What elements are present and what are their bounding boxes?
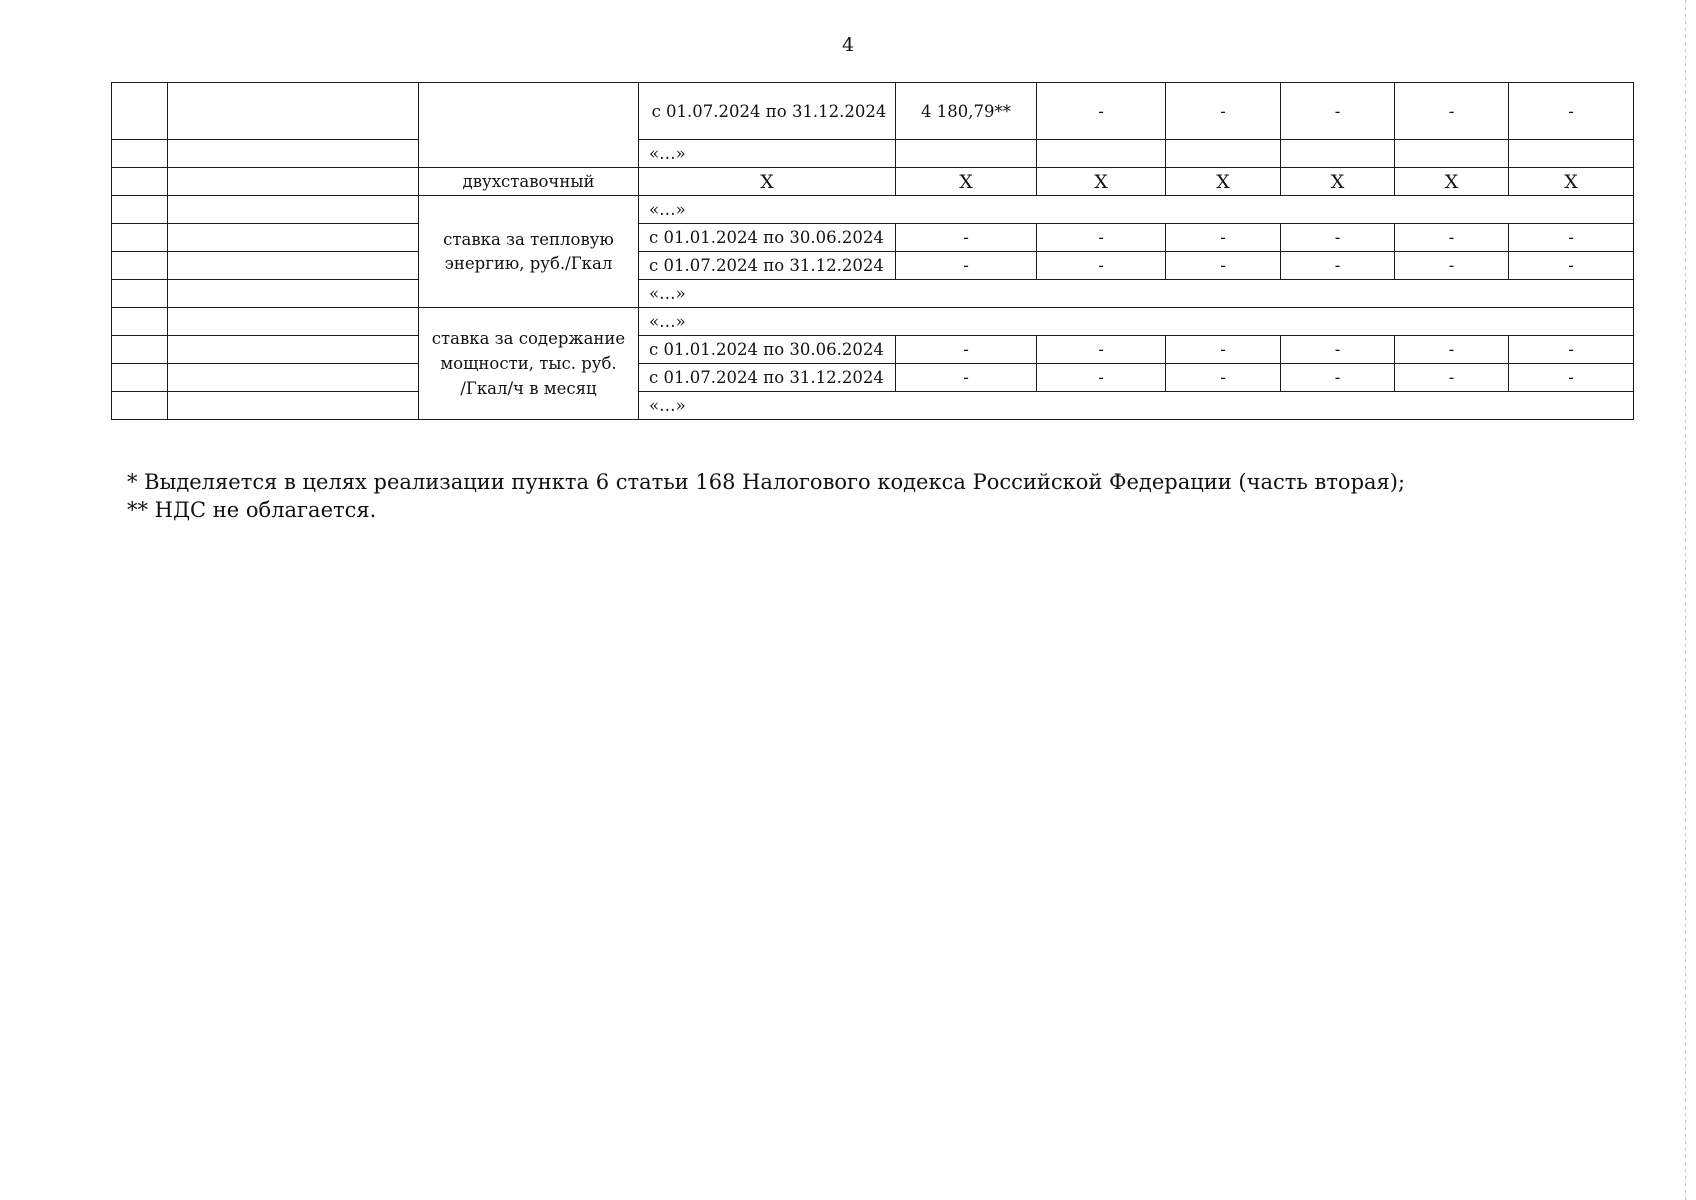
tariff-type-cell: [419, 83, 639, 168]
dash-cell: -: [1166, 336, 1281, 364]
row-number-cell: [112, 168, 168, 196]
org-name-cell: [168, 168, 419, 196]
empty-cell: [1509, 140, 1634, 168]
ellipsis-cell: «…»: [639, 308, 1634, 336]
table-row: [112, 168, 1634, 196]
dash-cell: -: [1037, 224, 1166, 252]
dash-cell: -: [896, 252, 1037, 280]
footnote-vat-allocated: * Выделяется в целях реализации пункта 6 статьи 168 Налогового кодекса Российской Федерации (часть вторая);: [127, 470, 1406, 494]
row-number-cell: [112, 83, 168, 140]
footnotes: [127, 468, 1405, 524]
ellipsis-cell: «…»: [639, 196, 1634, 224]
dash-cell: -: [896, 224, 1037, 252]
dash-cell: -: [1395, 364, 1509, 392]
row-number-cell: [112, 224, 168, 252]
row-number-cell: [112, 196, 168, 224]
row-number-cell: [112, 252, 168, 280]
row-number-cell: [112, 308, 168, 336]
table-row: [112, 280, 1634, 308]
dash-cell: -: [1509, 364, 1634, 392]
ellipsis-cell: «…»: [639, 392, 1634, 420]
scan-edge-line: [1685, 0, 1686, 1200]
dash-cell: -: [1509, 83, 1634, 140]
row-number-cell: [112, 336, 168, 364]
x-mark-cell: X: [896, 168, 1037, 196]
tariff-two-part-label: двухставочный: [419, 168, 639, 196]
table-row: [112, 308, 1634, 336]
x-mark-cell: X: [1509, 168, 1634, 196]
table-row: [112, 83, 1634, 140]
org-name-cell: [168, 224, 419, 252]
tariff-table: [111, 82, 1634, 420]
capacity-rate-line: /Гкал/ч в месяц: [460, 379, 597, 398]
row-number-cell: [112, 392, 168, 420]
org-name-cell: [168, 364, 419, 392]
x-mark-cell: X: [1395, 168, 1509, 196]
row-number-cell: [112, 140, 168, 168]
empty-cell: [896, 140, 1037, 168]
ellipsis-cell: «…»: [639, 140, 896, 168]
org-name-cell: [168, 140, 419, 168]
table-row: [112, 364, 1634, 392]
table-row: [112, 252, 1634, 280]
x-mark-cell: X: [1281, 168, 1395, 196]
dash-cell: -: [1037, 364, 1166, 392]
dash-cell: -: [1166, 83, 1281, 140]
dash-cell: -: [1509, 252, 1634, 280]
org-name-cell: [168, 196, 419, 224]
empty-cell: [1166, 140, 1281, 168]
dash-cell: -: [1037, 83, 1166, 140]
org-name-cell: [168, 392, 419, 420]
period-cell: с 01.07.2024 по 31.12.2024: [639, 83, 896, 140]
dash-cell: -: [1281, 252, 1395, 280]
dash-cell: -: [1281, 83, 1395, 140]
row-number-cell: [112, 364, 168, 392]
x-mark-cell: X: [639, 168, 896, 196]
table-row: [112, 392, 1634, 420]
capacity-rate-label: [419, 308, 639, 420]
x-mark-cell: X: [1166, 168, 1281, 196]
org-name-cell: [168, 280, 419, 308]
value-cell: 4 180,79**: [896, 83, 1037, 140]
table-row: [112, 140, 1634, 168]
org-name-cell: [168, 308, 419, 336]
dash-cell: -: [1166, 252, 1281, 280]
dash-cell: -: [896, 364, 1037, 392]
dash-cell: -: [1281, 364, 1395, 392]
period-cell: с 01.07.2024 по 31.12.2024: [639, 364, 896, 392]
ellipsis-cell: «…»: [639, 280, 1634, 308]
dash-cell: -: [1281, 336, 1395, 364]
dash-cell: -: [1395, 252, 1509, 280]
period-cell: с 01.07.2024 по 31.12.2024: [639, 252, 896, 280]
dash-cell: -: [1395, 224, 1509, 252]
org-name-cell: [168, 252, 419, 280]
dash-cell: -: [1037, 336, 1166, 364]
footnote-vat-exempt: ** НДС не облагается.: [127, 498, 377, 522]
period-cell: с 01.01.2024 по 30.06.2024: [639, 336, 896, 364]
dash-cell: -: [1166, 224, 1281, 252]
empty-cell: [1037, 140, 1166, 168]
capacity-rate-line: ставка за содержание: [431, 329, 626, 348]
dash-cell: -: [1037, 252, 1166, 280]
dash-cell: -: [1509, 336, 1634, 364]
heat-rate-label: ставка за тепловую энергию, руб./Гкал: [419, 196, 639, 308]
x-mark-cell: X: [1037, 168, 1166, 196]
page-number: 4: [841, 34, 855, 56]
period-cell: с 01.01.2024 по 30.06.2024: [639, 224, 896, 252]
dash-cell: -: [1166, 364, 1281, 392]
capacity-rate-line: мощности, тыс. руб.: [440, 354, 617, 373]
dash-cell: -: [1395, 336, 1509, 364]
org-name-cell: [168, 336, 419, 364]
org-name-cell: [168, 83, 419, 140]
dash-cell: -: [1509, 224, 1634, 252]
empty-cell: [1281, 140, 1395, 168]
table-row: [112, 336, 1634, 364]
dash-cell: -: [1395, 83, 1509, 140]
empty-cell: [1395, 140, 1509, 168]
dash-cell: -: [1281, 224, 1395, 252]
table-row: [112, 224, 1634, 252]
table-row: [112, 196, 1634, 224]
dash-cell: -: [896, 336, 1037, 364]
row-number-cell: [112, 280, 168, 308]
